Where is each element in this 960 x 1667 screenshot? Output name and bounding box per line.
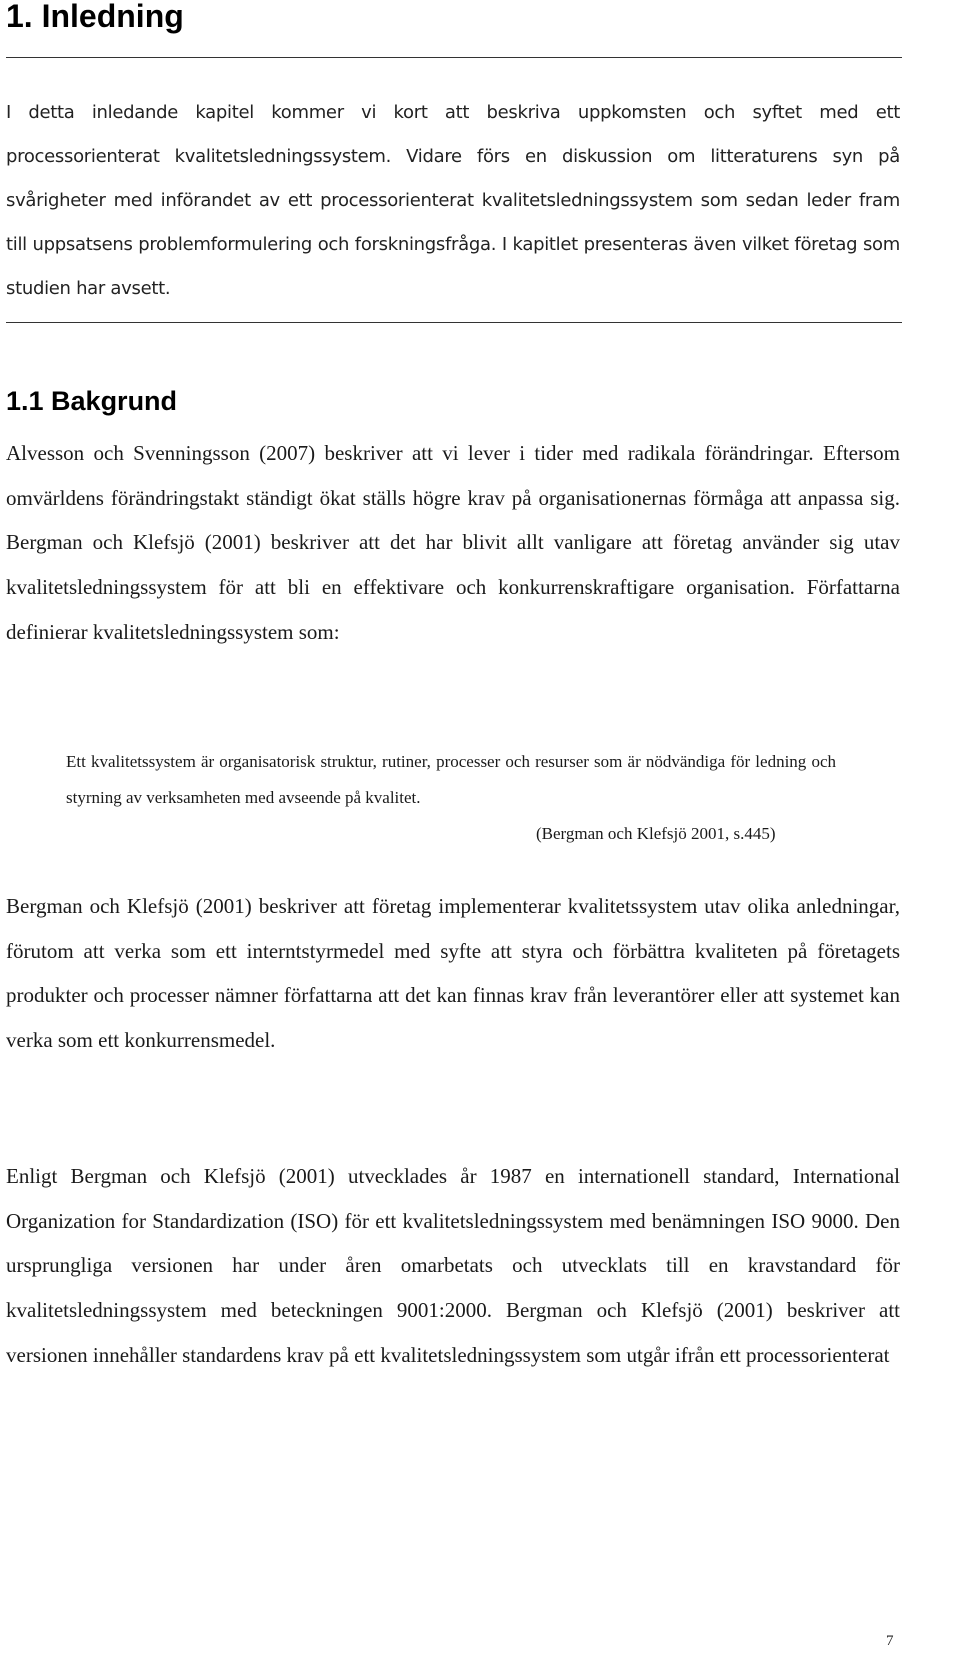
chapter-intro: I detta inledande kapitel kommer vi kort att beskriva uppkomsten och syftet med ett processorienterat kvalitetsledningssystem. Vidare förs en diskussion om litteraturens syn på svårigheter med införandet av ett processorienterat kvalitetsledningssystem som sedan leder fram till uppsatsens problemformulering och forskningsfråga. I kapitlet presenteras även vilket företag som studien har avsett. [6,102,900,299]
paragraph-background-1: Alvesson och Svenningsson (2007) beskriver att vi lever i tider med radikala förändringar. Eftersom omvärldens förändringstakt ständigt ökat ställs högre krav på organisationernas förmåga att anpassa sig. Bergman och Klefsjö (2001) beskriver att det har blivit allt vanligare att företag använder sig utav kvalitetsledningssystem för att bli en effektivare och konkurrenskraftigare organisation. Författarna definierar kvalitetsledningssystem som: [6,441,900,644]
section-heading: 1.1 Bakgrund [6,386,178,416]
top-divider [6,57,902,58]
paragraph-background-2: Bergman och Klefsjö (2001) beskriver att företag implementerar kvalitetssystem utav olika anledningar, förutom att verka som ett interntstyrmedel med syfte att styra och förbättra kvaliteten på företagets produkter och processer nämner författarna att det kan finnas krav från leverantörer eller att systemet kan verka som ett konkurrensmedel. [6,894,900,1053]
paragraph-background-3: Enligt Bergman och Klefsjö (2001) utvecklades år 1987 en internationell standard, International Organization for Standardization (ISO) för ett kvalitetsledningssystem med benämningen ISO 9000. Den ursprungliga versionen har under åren omarbetats och utvecklats till en kravstandard för kvalitetsledningssystem med beteckningen 9001:2000. Bergman och Klefsjö (2001) beskriver att versionen innehåller standardens krav på ett kvalitetsledningssystem som utgår ifrån ett processorienterat [6,1164,900,1367]
block-quote: Ett kvalitetssystem är organisatorisk struktur, rutiner, processer och resurser som är nödvändiga för ledning och styrning av verksamheten med avseende på kvalitet. [66,752,836,807]
intro-divider [6,322,902,323]
page-number: 7 [886,1633,894,1649]
quote-citation: (Bergman och Klefsjö 2001, s.445) [536,824,776,843]
chapter-heading: 1. Inledning [6,0,184,34]
